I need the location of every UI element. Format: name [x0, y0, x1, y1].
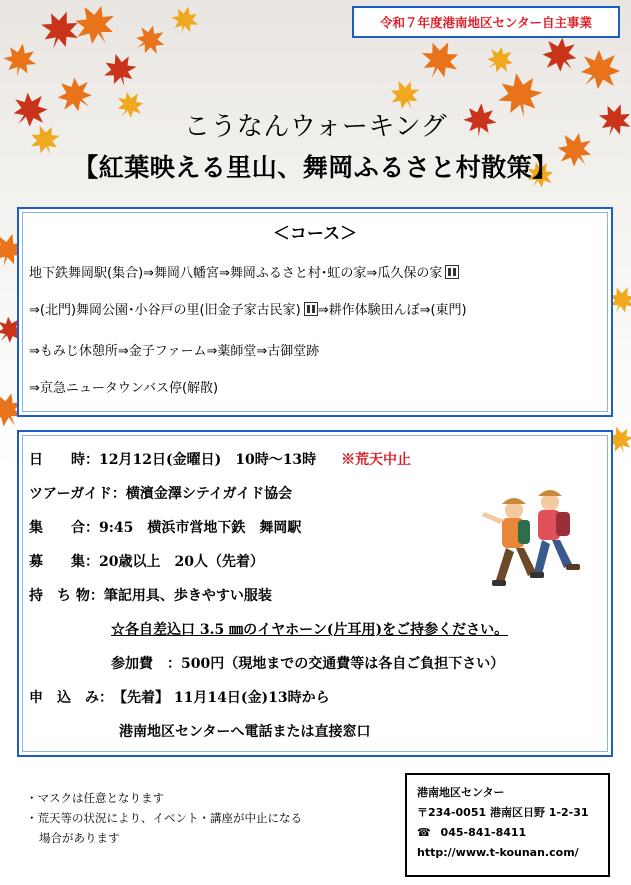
course-line-3-text: ⇒もみじ休憩所⇒金子ファーム⇒薬師堂⇒古御堂跡 — [29, 344, 320, 359]
hikers-illustration — [472, 480, 592, 600]
date-value: 12月12日(金曜日) 10時～13時 — [99, 452, 317, 468]
date-row — [29, 449, 411, 469]
contact-url[interactable]: http://www.t-kounan.com/ — [417, 846, 579, 859]
note-cancel: ・荒天等の状況により、イベント・講座が中止になる — [26, 811, 302, 825]
restroom-icon — [304, 302, 318, 316]
meeting-label: 集 合： — [29, 520, 99, 536]
earphone-note: ☆各自差込口 3.5 ㎜のイヤホーン(片耳用)をご持参ください。 — [111, 622, 509, 638]
program-tag-text: 令和７年度港南地区センター自主事業 — [379, 15, 592, 30]
date-label: 日 時： — [29, 452, 99, 468]
course-line-2b-text: ⇒耕作体験田んぼ⇒(東門) — [317, 303, 467, 318]
course-line-3 — [29, 340, 319, 359]
course-box — [17, 207, 613, 417]
note-mask: ・マスクは任意となります — [26, 791, 164, 805]
course-line-1 — [29, 262, 459, 281]
apply-value: 【先着】 11月14日(金)13時から — [113, 690, 330, 706]
contact-name: 港南地区センター — [417, 786, 505, 799]
fee-row — [111, 653, 504, 673]
apply-label: 申 込 み： — [29, 690, 113, 706]
course-heading: ＜コース＞ — [272, 224, 358, 244]
notes — [26, 788, 302, 848]
meeting-row — [29, 517, 301, 537]
recruit-label: 募 集： — [29, 554, 99, 570]
belongings-label: 持 ち 物： — [29, 588, 104, 604]
course-line-1-text: 地下鉄舞岡駅(集合)⇒舞岡八幡宮⇒舞岡ふるさと村･虹の家⇒瓜久保の家 — [29, 266, 443, 281]
fee-value: 500円（現地までの交通費等は各自ご負担下さい） — [181, 656, 505, 672]
apply-method: 港南地区センターへ電話または直接窓口 — [119, 724, 371, 740]
course-line-2 — [29, 299, 467, 318]
guide-row — [29, 483, 292, 503]
event-title: こうなんウォーキング — [183, 112, 448, 142]
contact-address: 〒234-0051 港南区日野 1-2-31 — [417, 806, 589, 819]
belongings-row — [29, 585, 272, 605]
phone-icon: ☎ — [417, 826, 431, 839]
event-subtitle: 【紅葉映える里山、舞岡ふるさと村散策】 — [73, 153, 558, 182]
guide-value: 横濱金澤シテイガイド協会 — [125, 486, 293, 502]
fee-label: 参加費 ： — [111, 656, 181, 672]
restroom-icon — [445, 265, 459, 279]
apply-row — [29, 687, 330, 707]
course-line-2a-text: ⇒(北門)舞岡公園･小谷戸の里(旧金子家古民家) — [29, 303, 301, 318]
belongings-value: 筆記用具、歩きやすい服装 — [103, 588, 272, 604]
course-line-4 — [29, 377, 218, 396]
contact-phone: 045-841-8411 — [440, 826, 527, 839]
contact-box — [405, 773, 610, 877]
note-cancel-cont: 場合があります — [39, 831, 120, 845]
recruit-value: 20歳以上 20人（先着） — [99, 554, 264, 570]
guide-label: ツアーガイド： — [29, 486, 126, 502]
weather-cancel-note: ※荒天中止 — [341, 452, 412, 468]
meeting-value: 9:45 横浜市営地下鉄 舞岡駅 — [99, 520, 302, 536]
contact-phone-line — [417, 823, 598, 843]
program-tag — [352, 6, 620, 38]
recruit-row — [29, 551, 264, 571]
course-line-4-text: ⇒京急ニュータウンバス停(解散) — [29, 381, 219, 396]
